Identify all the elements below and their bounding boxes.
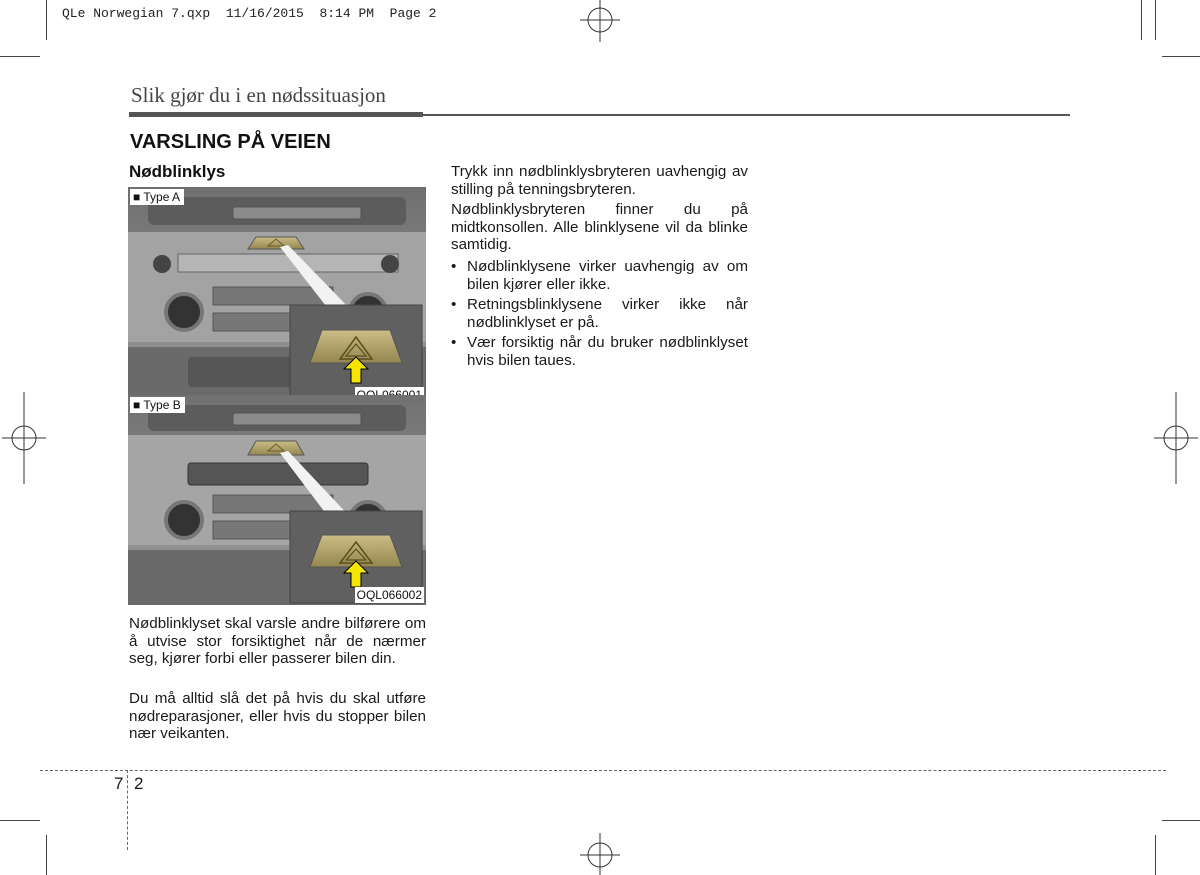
figure-label: ■ Type A [130,189,184,205]
figure-type-a [128,187,426,405]
page-heading: VARSLING PÅ VEIEN [130,131,331,153]
chapter-number: 7 [114,774,124,793]
bullet-list [451,258,748,372]
paragraph: Nødblinklysbryteren finner du på midtkonsollen. Alle blinklysene vil da blinke samtidig. [451,201,748,253]
figure-label: ■ Type B [130,397,185,413]
figure-type-b [128,395,426,605]
console-illustration-b [128,395,426,605]
section-title: Slik gjør du i en nødssituasjon [131,83,386,107]
figure-code: OQL066002 [356,588,422,602]
print-slug: QLe Norwegian 7.qxp 11/16/2015 8:14 PM Page 2 [62,6,437,21]
title-rule-extension [423,114,1070,116]
title-rule [129,112,423,117]
list-item: • Vær forsiktig når du bruker nødblinklyset hvis bilen taues. [451,334,748,369]
subheading: Nødblinklys [129,162,226,181]
list-item: • Retningsblinklysene virker ikke når nødblinklyset er på. [451,296,748,331]
paragraph: Du må alltid slå det på hvis du skal utføre nødreparasjoner, eller hvis du stopper bilen nær veikanten. [129,690,426,742]
console-illustration-a [128,187,426,405]
list-item: • Nødblinklysene virker uavhengig av om bilen kjører eller ikke. [451,258,748,293]
footer-rule [40,770,1166,771]
footer-divider [127,770,128,850]
paragraph: Nødblinklyset skal varsle andre bilførere om å utvise stor forsiktighet når de nærmer seg, kjører forbi eller passerer bilen din. [129,615,426,667]
paragraph: Trykk inn nødblinklysbryteren uavhengig av stilling på tenningsbryteren. [451,163,748,198]
page-number: 2 [134,774,144,793]
